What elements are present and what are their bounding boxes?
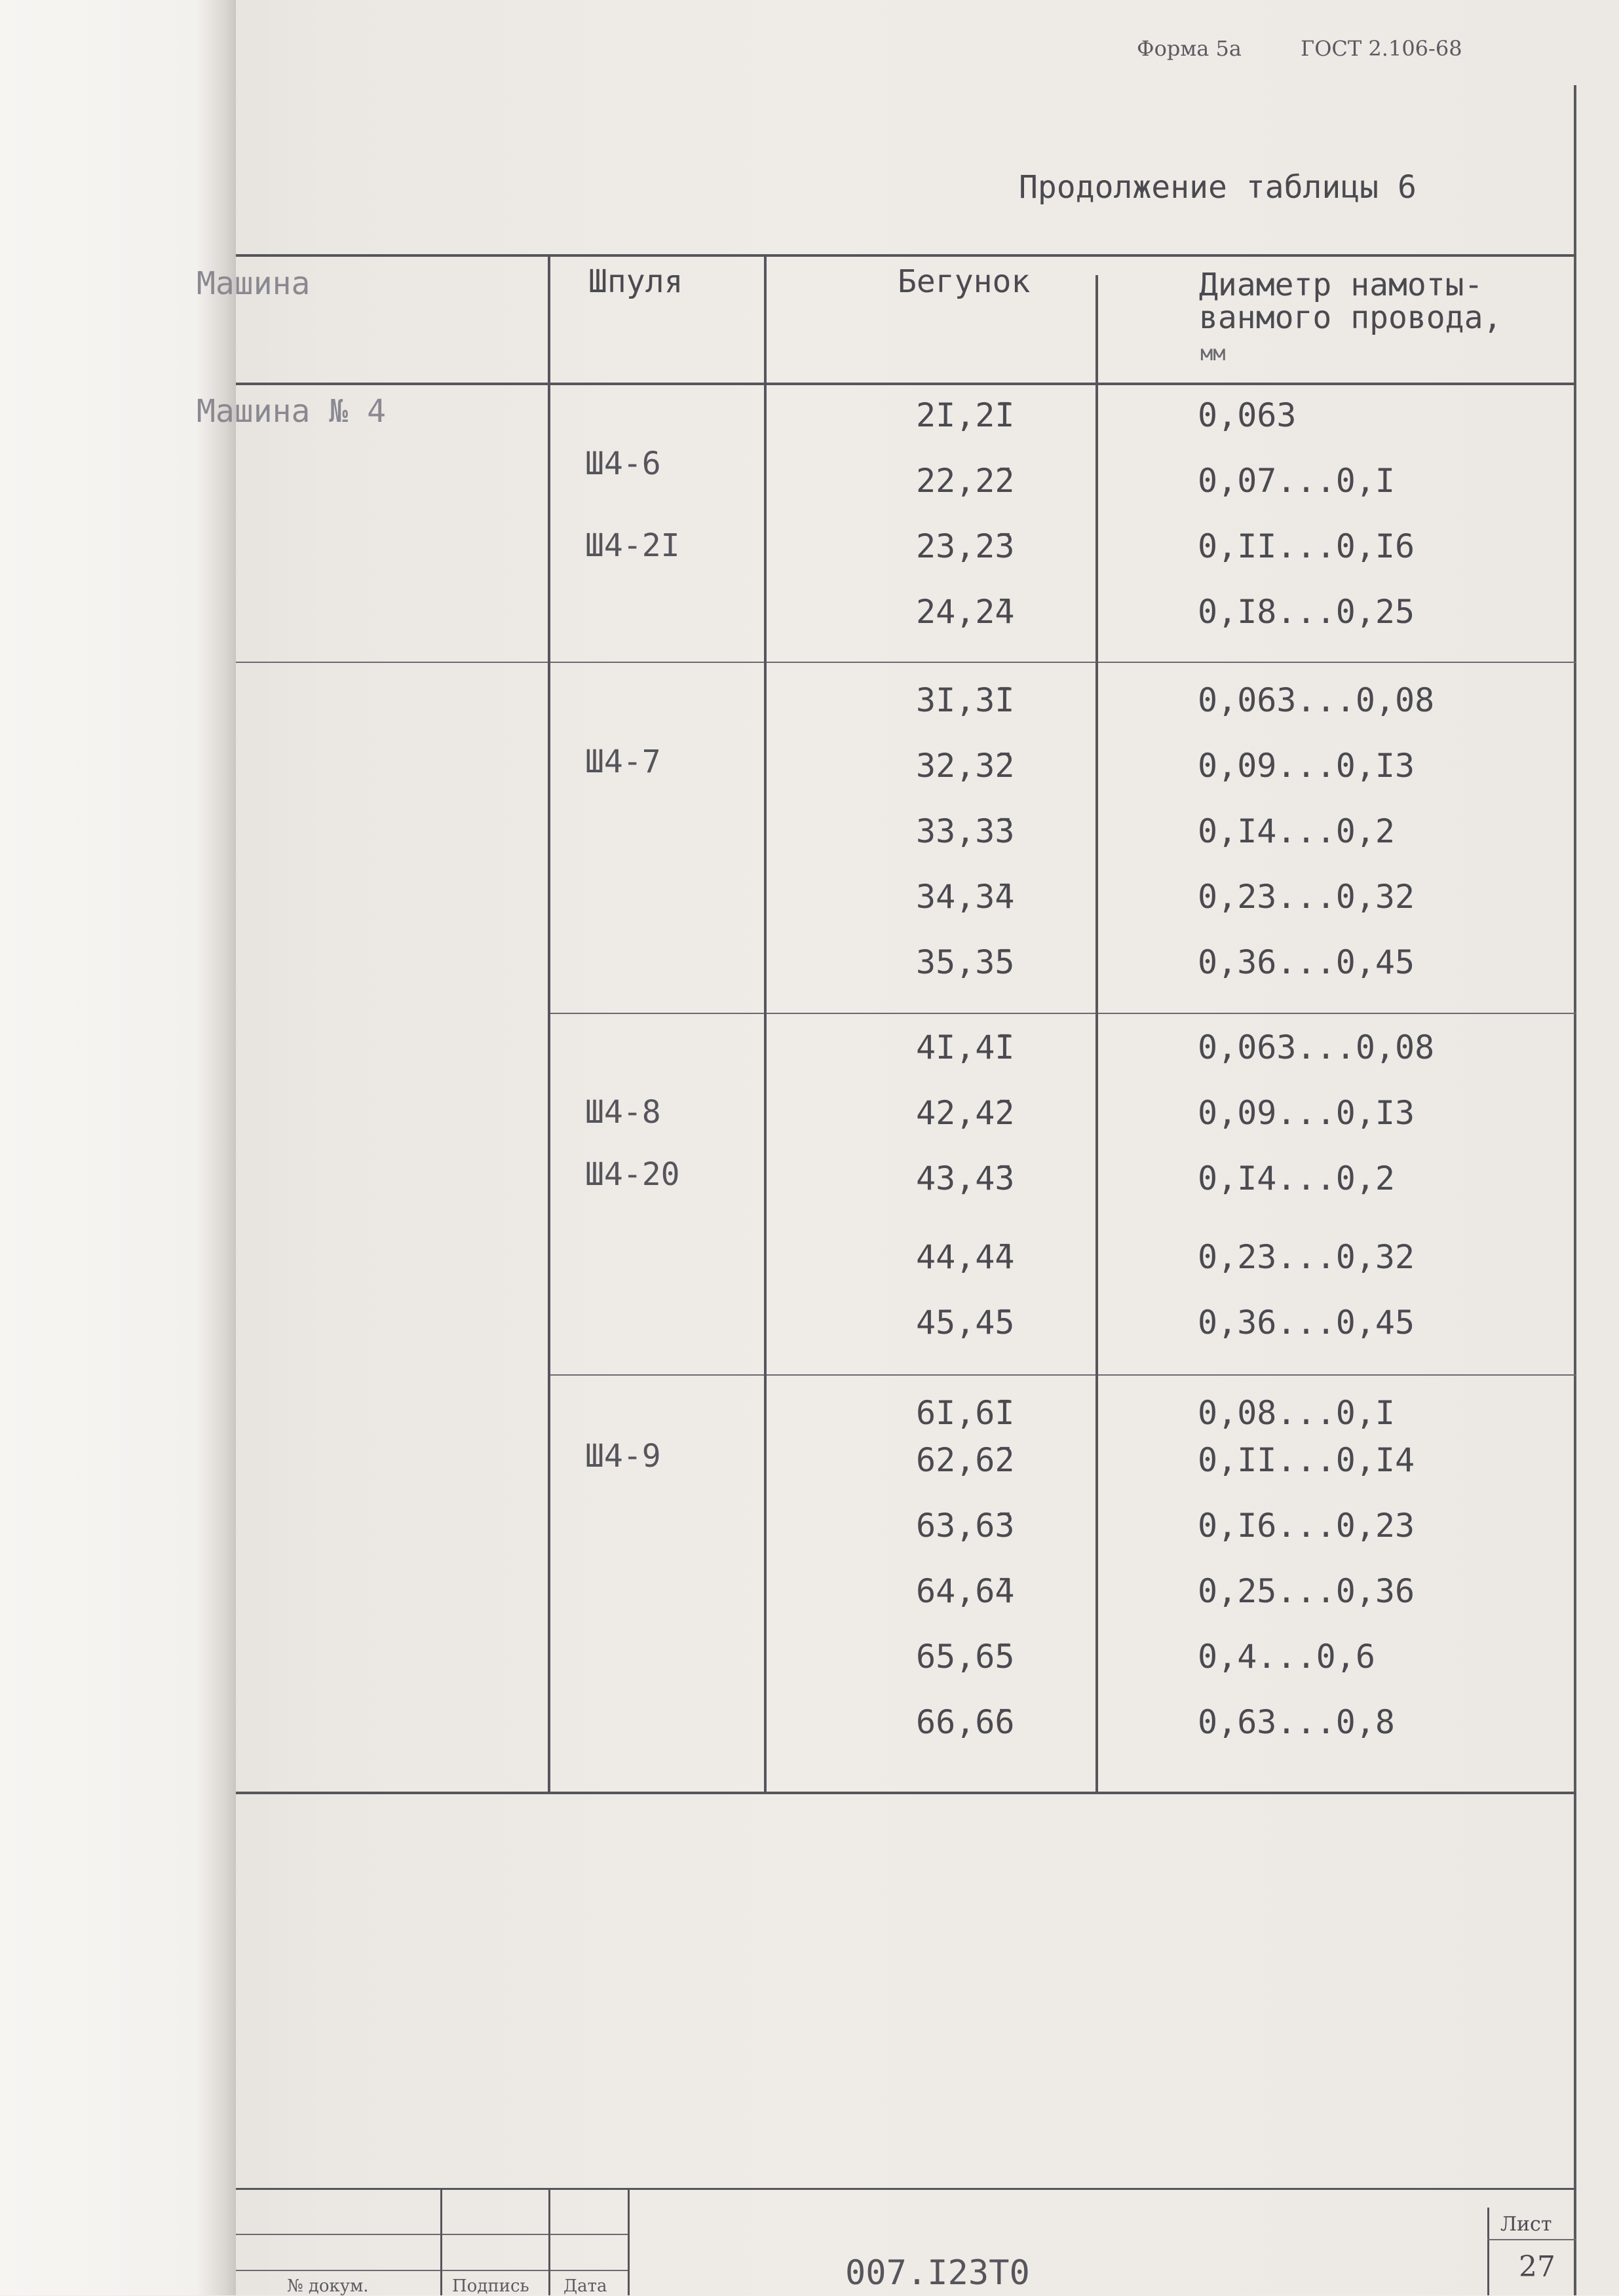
header-diameter-line2: ванмого провода, xyxy=(1199,299,1502,336)
stamp-column-rule xyxy=(548,2188,550,2295)
runner-cell: 3I,3̄I xyxy=(916,681,1015,719)
runner-cell: 33,3̄3 xyxy=(916,812,1015,850)
diameter-cell: 0,II...0,I6 xyxy=(1198,527,1415,565)
bobbin-label: Ш4-9 xyxy=(585,1438,661,1475)
stamp-top-rule xyxy=(236,2188,1576,2190)
diameter-cell: 0,63...0,8 xyxy=(1198,1703,1396,1741)
stamp-column-rule xyxy=(440,2188,442,2295)
bobbin-label: Ш4-7 xyxy=(585,743,661,780)
header-runner: Бегунок xyxy=(898,263,1031,300)
header-machine: Машина xyxy=(197,265,311,302)
diameter-cell: 0,09...0,I3 xyxy=(1198,1094,1415,1132)
diameter-cell: 0,36...0,45 xyxy=(1198,943,1415,981)
document-number: 007.I23Т0 xyxy=(845,2253,1030,2293)
bobbin-label: Ш4-20 xyxy=(585,1156,680,1193)
runner-cell: 43,4̄3 xyxy=(916,1159,1015,1197)
runner-cell: 23,2̄3 xyxy=(916,527,1015,565)
runner-cell: 32,3̄2 xyxy=(916,747,1015,785)
group-separator-3 xyxy=(548,1374,1576,1376)
runner-cell: 44,4̄4 xyxy=(916,1238,1015,1276)
diameter-cell: 0,25...0,36 xyxy=(1198,1572,1415,1610)
bobbin-label: Ш4-6 xyxy=(585,445,661,482)
table-top-rule xyxy=(236,254,1576,257)
runner-cell: 2I,2̄I xyxy=(916,396,1015,434)
group-separator-2 xyxy=(548,1013,1576,1014)
sheet-label: Лист xyxy=(1500,2213,1552,2236)
diameter-cell: 0,4...0,6 xyxy=(1198,1638,1375,1676)
diameter-cell: 0,08...0,I xyxy=(1198,1394,1396,1432)
diameter-cell: 0,23...0,32 xyxy=(1198,1238,1415,1276)
sheet-number: 27 xyxy=(1519,2250,1555,2284)
runner-cell: 42,4̄2 xyxy=(916,1094,1015,1132)
stamp-row-rule xyxy=(236,2270,629,2271)
runner-cell: 45,4̄5 xyxy=(916,1304,1015,1342)
diameter-cell: 0,I8...0,25 xyxy=(1198,593,1415,631)
runner-cell: 66,6̄6 xyxy=(916,1703,1015,1741)
bobbin-label: Ш4-2I xyxy=(585,527,680,564)
stamp-sign-label: Подпись xyxy=(452,2276,529,2296)
form-label: Форма 5а xyxy=(1137,36,1242,61)
table-bottom-rule xyxy=(236,1792,1576,1794)
column-divider-3 xyxy=(1095,275,1098,1794)
runner-cell: 65,6̄5 xyxy=(916,1638,1015,1676)
header-diameter-unit: мм xyxy=(1200,341,1226,366)
stamp-row-rule xyxy=(236,2234,629,2235)
frame-border-right xyxy=(1574,85,1576,2295)
stamp-column-rule xyxy=(1487,2208,1489,2295)
table-continuation-title: Продолжение таблицы 6 xyxy=(1019,169,1417,206)
stamp-column-rule xyxy=(628,2188,630,2295)
runner-cell: 6I,6̄I xyxy=(916,1394,1015,1432)
gost-label: ГОСТ 2.106-68 xyxy=(1301,36,1462,61)
header-bottom-rule xyxy=(236,383,1576,385)
stamp-sheet-rule xyxy=(1487,2239,1576,2240)
machine-label: Машина № 4 xyxy=(197,393,386,430)
runner-cell: 24,2̄4 xyxy=(916,593,1015,631)
runner-cell: 34,3̄4 xyxy=(916,878,1015,916)
diameter-cell: 0,09...0,I3 xyxy=(1198,747,1415,785)
column-divider-1 xyxy=(548,254,550,1794)
diameter-cell: 0,07...0,I xyxy=(1198,462,1396,500)
header-bobbin: Шпуля xyxy=(588,263,683,300)
diameter-cell: 0,II...0,I4 xyxy=(1198,1441,1415,1479)
runner-cell: 64,6̄4 xyxy=(916,1572,1015,1610)
diameter-cell: 0,I4...0,2 xyxy=(1198,1159,1396,1197)
group-separator-1 xyxy=(236,662,1576,663)
runner-cell: 22,2̄2 xyxy=(916,462,1015,500)
runner-cell: 35,3̄5 xyxy=(916,943,1015,981)
diameter-cell: 0,063 xyxy=(1198,396,1297,434)
runner-cell: 63,6̄3 xyxy=(916,1507,1015,1545)
runner-cell: 4I,4̄I xyxy=(916,1028,1015,1066)
runner-cell: 62,6̄2 xyxy=(916,1441,1015,1479)
diameter-cell: 0,I4...0,2 xyxy=(1198,812,1396,850)
binding-fold xyxy=(0,0,236,2295)
header-diameter-line1: Диаметр намоты- xyxy=(1199,267,1483,303)
diameter-cell: 0,36...0,45 xyxy=(1198,1304,1415,1342)
diameter-cell: 0,063...0,08 xyxy=(1198,681,1435,719)
stamp-date-label: Дата xyxy=(563,2276,607,2296)
column-divider-2 xyxy=(764,254,767,1794)
diameter-cell: 0,23...0,32 xyxy=(1198,878,1415,916)
diameter-cell: 0,I6...0,23 xyxy=(1198,1507,1415,1545)
bobbin-label: Ш4-8 xyxy=(585,1094,661,1131)
diameter-cell: 0,063...0,08 xyxy=(1198,1028,1435,1066)
stamp-doc-label: № докум. xyxy=(287,2276,369,2296)
